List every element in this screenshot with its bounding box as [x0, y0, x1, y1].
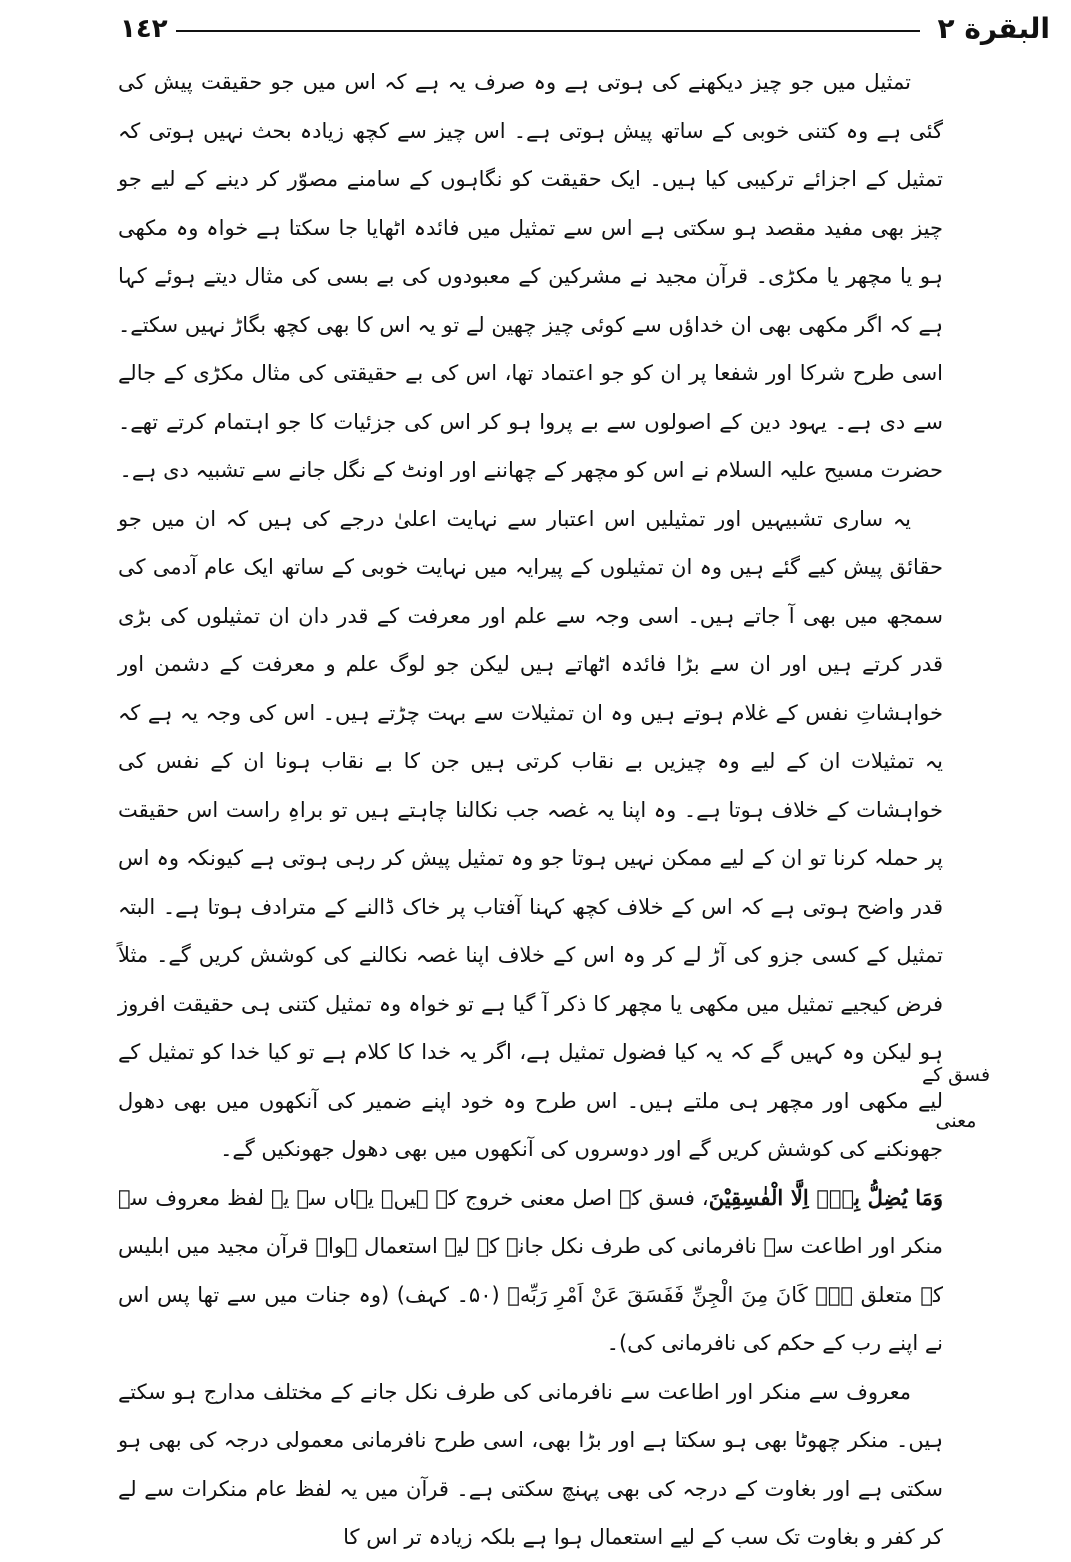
surah-title: البقرة ٢	[937, 12, 1050, 45]
paragraph-2-text: یہ ساری تشبیہیں اور تمثیلیں اس اعتبار سے نہایت اعلیٰ درجے کی ہیں کہ ان میں جو حقائق پیش کیے گئے ہیں وہ ان تمثیلوں کے پیرایہ میں نہایت خوبی کے ساتھ ایک عام آدمی کی سمجھ میں بھی آ جاتے ہیں۔ اسی وجہ سے علم اور معرفت کے قدر دان ان تمثیلوں کی بڑی قدر کرتے ہیں اور ان سے بڑا فائدہ اٹھاتے ہیں لیکن جو لوگ علم و معرفت کے دشمن اور خواہشاتِ نفس کے غلام ہوتے ہیں وہ ان تمثیلات سے بہت چڑتے ہیں۔ اس کی وجہ یہ ہے کہ یہ تمثیلات ان کے لیے وہ چیزیں بے نقاب کرتی ہیں جن کا بے نقاب ہونا ان کے نفس کی خواہشات کے خلاف ہوتا ہے۔ وہ اپنا یہ غصہ جب نکالنا چاہتے ہیں تو براہِ راست اس حقیقت پر حملہ کرنا تو ان کے لیے ممکن نہیں ہوتا جو وہ تمثیل پیش کر رہی ہوتی ہے کیونکہ وہ اس قدر واضح ہوتی ہے کہ اس کے خلاف کچھ کہنا آفتاب پر خاک ڈالنے کے مترادف ہوتا ہے۔ البتہ تمثیل کے کسی جزو کی آڑ لے کر وہ اس کے خلاف اپنا غصہ نکالنے کی کوشش کریں گے۔ مثلاً فرض کیجیے تمثیل میں مکھی یا مچھر کا ذکر آ گیا ہے تو خواہ وہ تمثیل کتنی ہی حقیقت افروز ہو لیکن وہ کہیں گے کہ یہ کیا فضول تمثیل ہے، اگر یہ خدا کا کلام ہے تو کیا خدا کو تمثیل کے لیے مکھی اور مچھر ہی ملتے ہیں۔ اس طرح وہ خود اپنے ضمیر کی آنکھوں میں بھی دھول جھونکنے کی کوشش کریں گے اور دوسروں کی آنکھوں میں بھی دھول جھونکیں گے۔	[118, 506, 943, 1161]
paragraph-4-text: معروف سے منکر اور اطاعت سے نافرمانی کی طرف نکل جانے کے مختلف مدارج ہو سکتے ہیں۔ منکر چھوٹا بھی ہو سکتا ہے اور بڑا بھی، اسی طرح نافرمانی معمولی درجہ کی بھی ہو سکتی ہے اور بغاوت کے درجہ کی بھی پہنچ سکتی ہے۔ قرآن میں یہ لفظ عام منکرات سے لے کر کفر و بغاوت تک سب کے لیے استعمال ہوا ہے بلکہ زیادہ تر اس کا	[118, 1379, 943, 1549]
quranic-phrase: وَمَا يُضِلُّ بِهٖٓ اِلَّا الْفٰسِقِيْنَ	[708, 1184, 943, 1210]
paragraph-3	[118, 1174, 943, 1368]
paragraph-3-text: ، فسق کے اصل معنی خروج کے ہیں۔ یہاں سے یہ لفظ معروف سے منکر اور اطاعت سے نافرمانی کی طرف نکل جانے کے لیے استعمال ہوا۔ قرآن مجید میں ابلیس کے متعلق ہے۔ كَانَ مِنَ الْجِنِّ فَفَسَقَ عَنْ اَمْرِ رَبِّهٖ (۵۰۔ کہف) (وہ جنات میں سے تھا پس اس نے اپنے رب کے حکم کی نافرمانی کی)۔	[118, 1185, 943, 1355]
page-number: ١٤٢	[120, 14, 168, 44]
paragraph-2	[118, 495, 943, 1174]
margin-note-line-1: فسق کے	[921, 1064, 991, 1086]
paragraph-4	[118, 1368, 943, 1562]
margin-note	[916, 1052, 996, 1144]
page-body	[118, 58, 943, 1549]
header-rule	[176, 30, 920, 32]
page-header	[60, 12, 1050, 48]
margin-note-line-2: معنی	[935, 1110, 977, 1132]
paragraph-1-text: تمثیل میں جو چیز دیکھنے کی ہوتی ہے وہ صرف یہ ہے کہ اس میں جو حقیقت پیش کی گئی ہے وہ کتنی خوبی کے ساتھ پیش ہوتی ہے۔ اس چیز سے کچھ زیادہ بحث نہیں ہوتی کہ تمثیل کے اجزائے ترکیبی کیا ہیں۔ ایک حقیقت کو نگاہوں کے سامنے مصوّر کر دینے کے لیے جو چیز بھی مفید مقصد ہو سکتی ہے اس سے تمثیل میں فائدہ اٹھایا جا سکتا ہے خواہ وہ مکھی ہو یا مچھر یا مکڑی۔ قرآن مجید نے مشرکین کے معبودوں کی بے بسی کی مثال دیتے ہوئے کہا ہے کہ اگر مکھی بھی ان خداؤں سے کوئی چیز چھین لے تو یہ اس کا بھی کچھ بگاڑ نہیں سکتے۔ اسی طرح شرکا اور شفعا پر ان کو جو اعتماد تھا، اس کی بے حقیقتی کی مثال مکڑی کے جالے سے دی ہے۔ یہود دین کے اصولوں سے بے پروا ہو کر اس کی جزئیات کا جو اہتمام کرتے تھے۔ حضرت مسیح علیہ السلام نے اس کو مچھر کے چھاننے اور اونٹ کے نگل جانے سے تشبیہ دی ہے۔	[118, 70, 943, 482]
paragraph-1	[118, 58, 943, 495]
